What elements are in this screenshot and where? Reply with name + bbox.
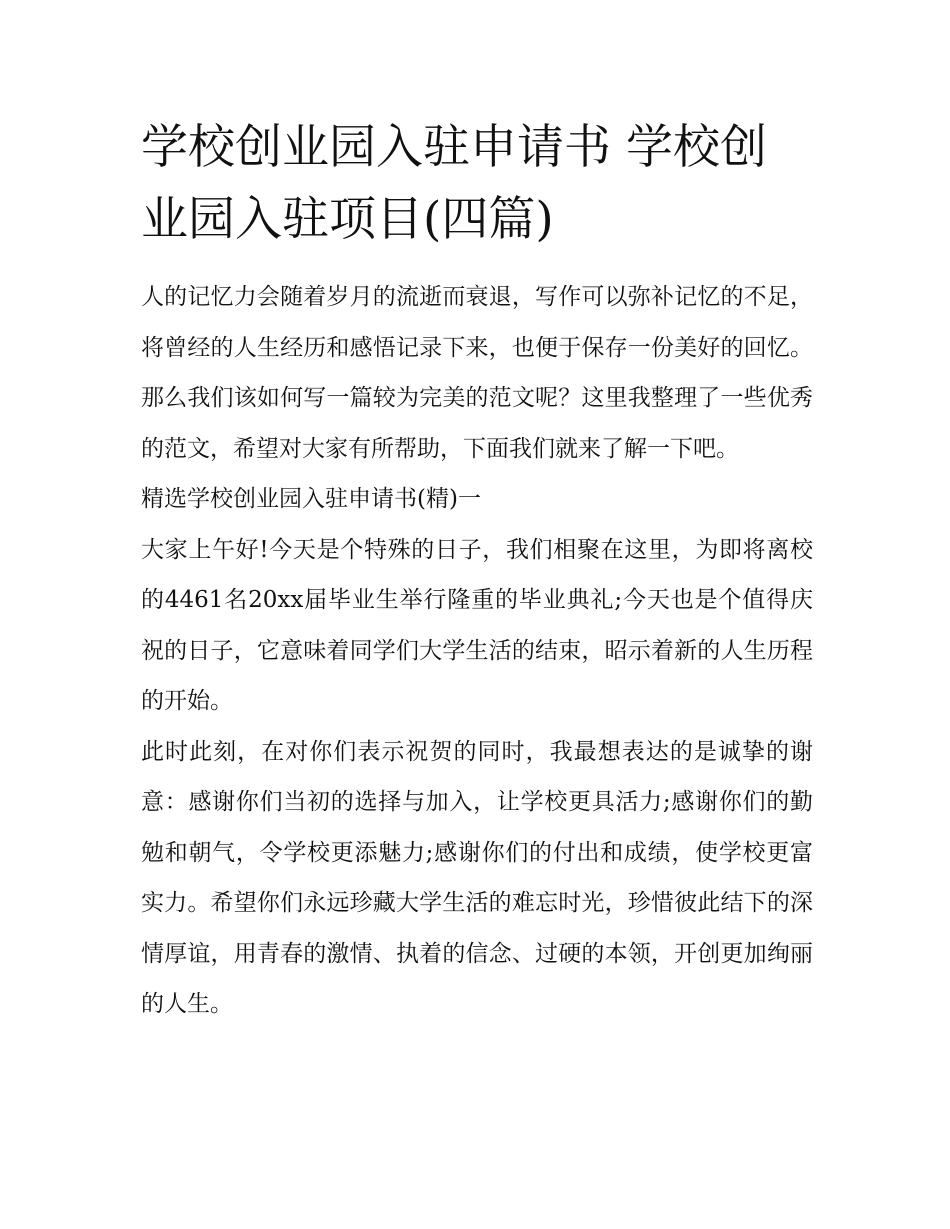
document-page [141, 112, 813, 1030]
body-paragraph-1: 大家上午好!今天是个特殊的日子，我们相聚在这里，为即将离校的4461名20xx届毕业生举行隆重的毕业典礼;今天也是个值得庆祝的日子，它意味着同学们大学生活的结束，昭示着新的人生历程的开始。 [141, 536, 813, 714]
document-title: 学校创业园入驻申请书 学校创业园入驻项目(四篇) [141, 120, 767, 247]
body-paragraph-2: 此时此刻，在对你们表示祝贺的同时，我最想表达的是诚挚的谢意：感谢你们当初的选择与加入，让学校更具活力;感谢你们的勤勉和朝气，令学校更添魅力;感谢你们的付出和成绩，使学校更富实力。希望你们永远珍藏大学生活的难忘时光，珍惜彼此结下的深情厚谊，用青春的激情、执着的信念、过硬的本领，开创更加绚丽的人生。 [141, 738, 813, 1017]
section-heading: 精选学校创业园入驻申请书(精)一 [141, 486, 481, 512]
intro-paragraph: 人的记忆力会随着岁月的流逝而衰退，写作可以弥补记忆的不足，将曾经的人生经历和感悟记录下来，也便于保存一份美好的回忆。那么我们该如何写一篇较为完美的范文呢？这里我整理了一些优秀的范文，希望对大家有所帮助，下面我们就来了解一下吧。 [141, 284, 813, 462]
